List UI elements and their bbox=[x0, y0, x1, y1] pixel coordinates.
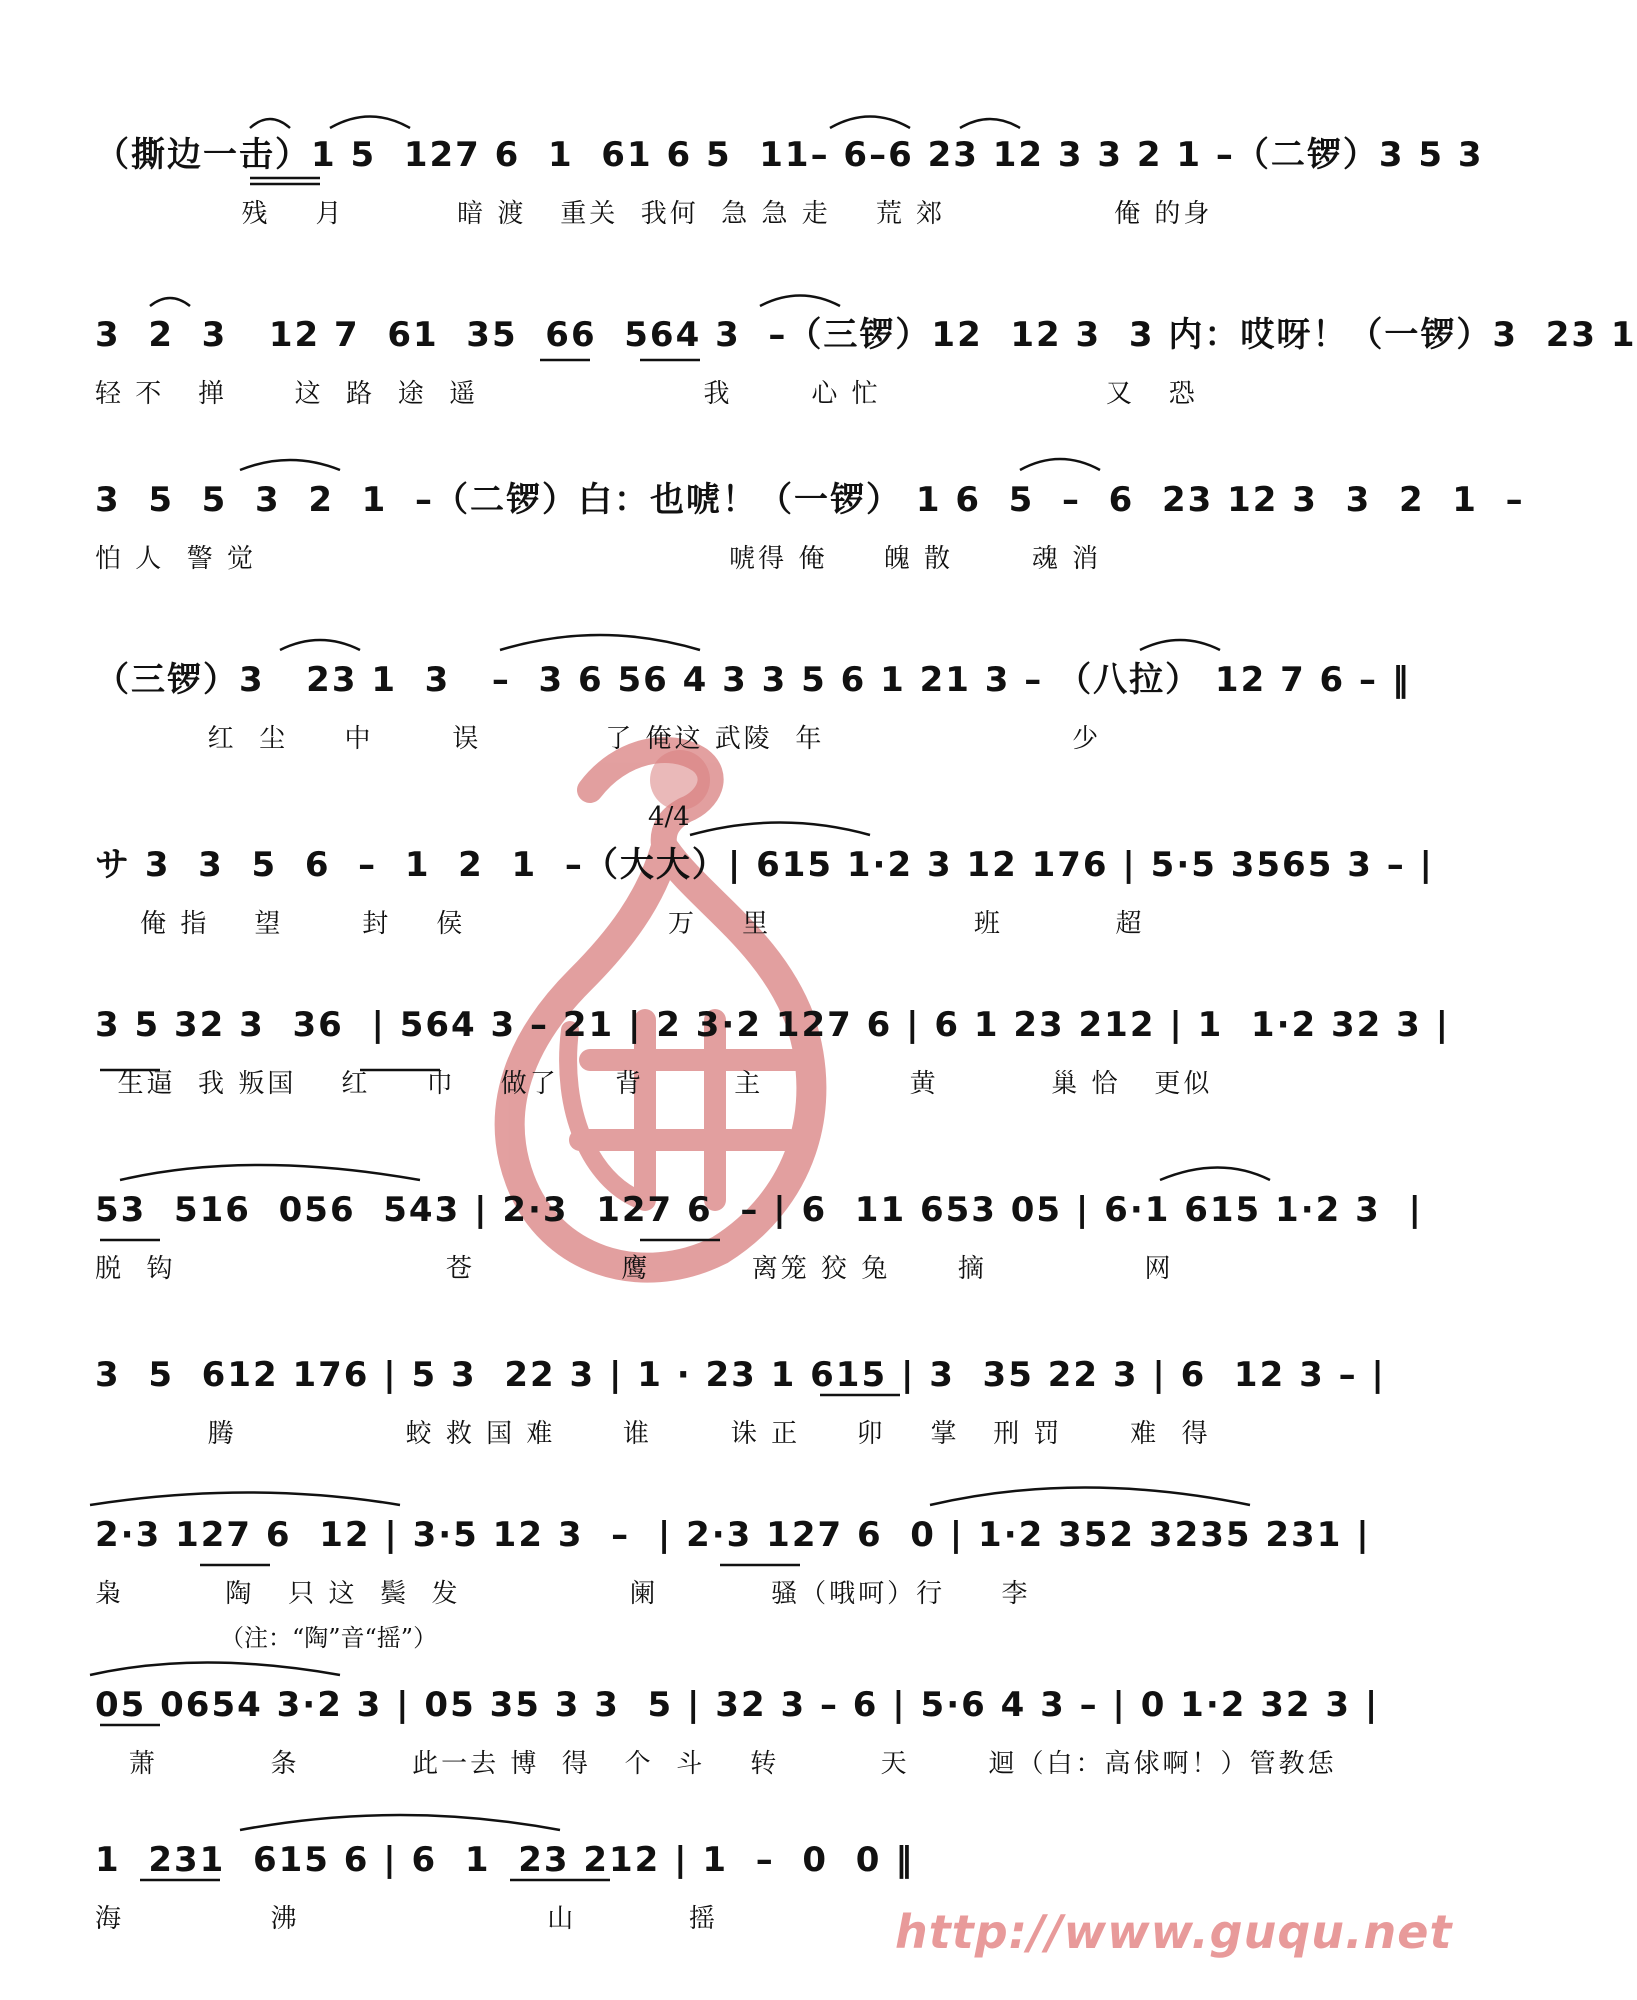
notation-line: 1 231 615 6 | 6 1 23 212 | 1 – 0 0 ‖ bbox=[95, 1840, 915, 1880]
lyrics-line: 怕 人 警 觉 唬得 俺 魄 散 魂 消 bbox=[95, 544, 1102, 574]
notation-line: サ 3 3 5 6 – 1 2 1 –（大大）| 615 1·2 3 12 176 | 5·5 3565 3 – | bbox=[95, 845, 1434, 885]
notation-line: 05 0654 3·2 3 | 05 35 3 3 5 | 32 3 – 6 | 5·6 4 3 – | 0 1·2 32 3 | bbox=[95, 1685, 1380, 1725]
pronunciation-note: （注：“陶”音“摇”） bbox=[220, 1624, 438, 1652]
notation-line: 53 516 056 543 | 2·3 127 6 – | 6 11 653 05 | 6·1 615 1·2 3 | bbox=[95, 1190, 1423, 1230]
lyrics-line: 轻 不 掸 这 路 途 遥 我 心 忙 又 恐 bbox=[95, 379, 1198, 409]
notation-line: （三锣）3 23 1 3 – 3 6 56 4 3 3 5 6 1 21 3 – （八拉） 12 7 6 – ‖ bbox=[95, 660, 1411, 700]
notation-line: 3 5 32 3 36 | 564 3 – 21 | 2 3·2 127 6 | 6 1 23 212 | 1 1·2 32 3 | bbox=[95, 1005, 1451, 1045]
notation-line: 3 2 3 12 7 61 35 66 564 3 –（三锣）12 12 3 3 内：哎呀！（一锣）3 23 1 bbox=[95, 315, 1637, 355]
notation-line: 2·3 127 6 12 | 3·5 12 3 – | 2·3 127 6 0 | 1·2 352 3235 231 | bbox=[95, 1515, 1371, 1555]
website-url: http://www.guqu.net bbox=[895, 1905, 1453, 1959]
lyrics-line: 萧 条 此一去 博 得 个 斗 转 天 迴（白：高俅啊！）管教恁 bbox=[95, 1749, 1337, 1779]
notation-line: （撕边一击）1 5 127 6 1 61 6 5 11– 6–6 23 12 3 3 2 1 –（二锣）3 5 3 bbox=[95, 135, 1484, 175]
page-number: 4/4 bbox=[648, 802, 690, 832]
notation-line: 3 5 5 3 2 1 –（二锣）白：也唬！（一锣） 1 6 5 – 6 23 12 3 3 2 1 – bbox=[95, 480, 1525, 520]
notation-line: 3 5 612 176 | 5 3 22 3 | 1 · 23 1 615 | 3 35 22 3 | 6 12 3 – | bbox=[95, 1355, 1386, 1395]
lyrics-line: 红 尘 中 误 了 俺这 武陵 年 少 bbox=[95, 724, 1102, 754]
lyrics-line: 生逼 我 叛国 红 巾 做了 背 主 黄 巢 恰 更似 bbox=[95, 1069, 1213, 1099]
lyrics-line: 海 沸 山 摇 bbox=[95, 1904, 718, 1934]
lyrics-line: 脱 钩 苍 鹰 离笼 狡 兔 摘 网 bbox=[95, 1254, 1174, 1284]
lyrics-line: 腾 蛟 救 国 难 谁 诛 正 卯 掌 刑 罚 难 得 bbox=[95, 1419, 1211, 1449]
lyrics-line: 枭 陶 只 这 鬓 发 阑 骚（哦呵）行 李 bbox=[95, 1579, 1031, 1609]
lyrics-line: 残 月 暗 渡 重关 我何 急 急 走 荒 郊 俺 的身 bbox=[95, 199, 1213, 229]
lyrics-line: 俺 指 望 封 侯 万 里 班 超 bbox=[95, 909, 1145, 939]
